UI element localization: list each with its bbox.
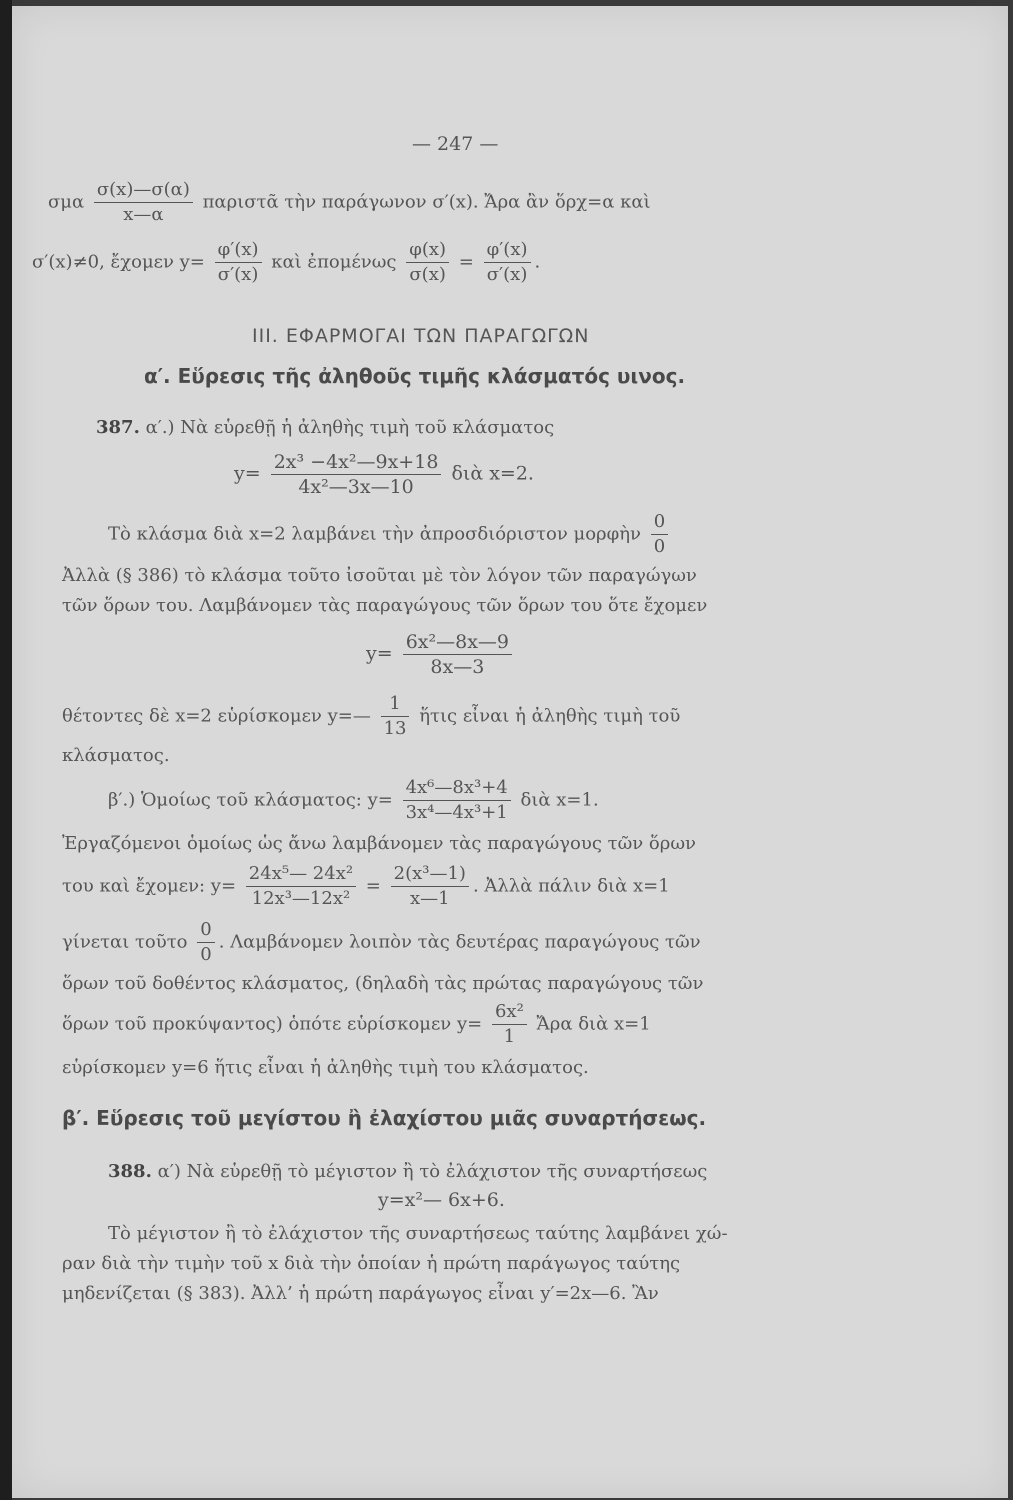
text: σμα <box>48 191 85 213</box>
line-beta <box>108 776 599 825</box>
line-387 <box>96 416 554 440</box>
fraction <box>271 450 442 499</box>
text: . Λαμβάνομεν λοιπὸν τὰς δευτέρας παραγώγους τῶν <box>218 931 701 953</box>
fraction <box>215 238 262 287</box>
text: σ′(x)≠0, ἔχομεν y= <box>32 251 205 273</box>
text-line: Ἀλλὰ (§ 386) τὸ κλάσμα τοῦτο ἰσοῦται μὲ τὸν λόγον τῶν παραγώγων <box>62 565 697 586</box>
line-second-derivatives <box>62 1000 651 1049</box>
fraction <box>381 692 410 741</box>
numerator: 4x⁶—8x³+4 <box>403 776 511 801</box>
text: y= <box>366 642 393 665</box>
text: = <box>458 251 474 273</box>
denominator: σ(x) <box>409 264 446 285</box>
numerator: φ(x) <box>406 238 449 263</box>
numerator: σ(x)—σ(α) <box>94 178 193 203</box>
numerator: φ′(x) <box>484 238 531 263</box>
text-line: ὅρων τοῦ δοθέντος κλάσματος, (δηλαδὴ τὰς πρώτας παραγώγους τῶν <box>62 973 704 994</box>
text: παριστᾶ τὴν παράγωνον σ′(x). Ἄρα ἂν ὅρχ=α καὶ <box>202 191 651 213</box>
denominator: 0 <box>653 536 666 557</box>
text: . Ἀλλὰ πάλιν διὰ x=1 <box>472 875 670 897</box>
text-line: Τὸ μέγιστον ἢ τὸ ἐλάχιστον τῆς συναρτήσεως ταύτης λαμβάνει χώ- <box>108 1223 728 1244</box>
section-title: III. ΕΦΑΡΜΟΓΑΙ ΤΩΝ ΠΑΡΑΓΩΓΩΝ <box>252 325 590 347</box>
numerator: 24x⁵— 24x² <box>246 862 356 887</box>
book-page <box>12 6 1008 1498</box>
denominator: σ′(x) <box>217 264 259 285</box>
fraction <box>406 238 449 287</box>
fraction <box>197 918 214 967</box>
numerator: φ′(x) <box>215 238 262 263</box>
text: θέτοντες δὲ x=2 εὑρίσκομεν y=— <box>62 705 371 727</box>
denominator: 8x—3 <box>430 656 485 678</box>
text: ὅρων τοῦ προκύψαντος) ὁπότε εὑρίσκομεν y= <box>62 1013 483 1035</box>
text: ἥτις εἶναι ἡ ἀληθὴς τιμὴ τοῦ <box>419 705 681 727</box>
heading-true-value: α′. Εὕρεσις τῆς ἀληθοῦς τιμῆς κλάσματός υινος. <box>144 364 686 388</box>
text: καὶ ἐπομένως <box>271 251 397 273</box>
denominator: 13 <box>383 718 407 739</box>
line-indeterminate <box>108 510 672 559</box>
line-derivatives <box>62 862 670 911</box>
scan-edge <box>0 0 12 1500</box>
text: Τὸ κλάσμα διὰ x=2 λαμβάνει τὴν ἀπροσδιόριστον μορφὴν <box>108 523 641 545</box>
paragraph-number: 387. <box>96 417 140 438</box>
numerator: 2x³ −4x²—9x+18 <box>271 450 442 475</box>
text: του καὶ ἔχομεν: y= <box>62 875 237 897</box>
text: διὰ x=2. <box>451 462 534 485</box>
numerator: 1 <box>381 692 410 717</box>
text: y= <box>234 462 261 485</box>
fraction <box>391 862 469 911</box>
text: β′.) Ὁμοίως τοῦ κλάσματος: y= <box>108 789 393 811</box>
numerator: 0 <box>651 510 668 535</box>
line-phi <box>32 238 540 287</box>
text-line: μηδενίζεται (§ 383). Ἀλλ’ ἡ πρώτη παράγωγος εἶναι y′=2x—6. Ἂν <box>62 1283 659 1304</box>
equation-1 <box>234 450 534 499</box>
denominator: x—α <box>123 204 164 225</box>
numerator: 6x²—8x—9 <box>403 630 512 655</box>
page-number: — 247 — <box>412 133 499 155</box>
equation-3: y=x²— 6x+6. <box>378 1189 505 1211</box>
paragraph-number: 388. <box>108 1161 152 1182</box>
text-line: τῶν ὅρων του. Λαμβάνομεν τὰς παραγώγους τῶν ὅρων του ὅτε ἔχομεν <box>62 595 708 616</box>
text-line: κλάσματος. <box>62 745 170 766</box>
line-setting <box>62 692 680 741</box>
fraction <box>484 238 531 287</box>
text: . <box>534 251 541 273</box>
numerator: 0 <box>197 918 214 943</box>
text: α′.) Νὰ εὑρεθῇ ἡ ἀληθὴς τιμὴ τοῦ κλάσματος <box>145 417 555 438</box>
fraction <box>492 1000 527 1049</box>
fraction <box>403 776 511 825</box>
line-388 <box>108 1160 707 1184</box>
denominator: 1 <box>503 1026 516 1047</box>
numerator: 6x² <box>492 1000 527 1025</box>
text: διὰ x=1. <box>520 789 599 811</box>
denominator: 4x²—3x—10 <box>298 476 414 498</box>
equation-2 <box>366 630 516 679</box>
denominator: 0 <box>200 944 212 965</box>
fraction <box>651 510 668 559</box>
denominator: x—1 <box>409 888 450 909</box>
denominator: 3x⁴—4x³+1 <box>405 802 508 823</box>
text: γίνεται τοῦτο <box>62 931 188 953</box>
text-line: εὑρίσκομεν y=6 ἥτις εἶναι ἡ ἀληθὴς τιμὴ του κλάσματος. <box>62 1057 589 1078</box>
fraction <box>403 630 512 679</box>
text-line: ραν διὰ τὴν τιμὴν τοῦ x διὰ τὴν ὁποίαν ἡ πρώτη παράγωγος ταύτης <box>62 1253 681 1274</box>
denominator: 12x³—12x² <box>251 888 351 909</box>
numerator: 2(x³—1) <box>391 862 469 887</box>
text: = <box>365 875 381 897</box>
line-zero-zero <box>62 918 701 967</box>
text: Ἄρα διὰ x=1 <box>536 1013 651 1035</box>
line-sigma <box>48 178 651 227</box>
text-line: Ἐργαζόμενοι ὁμοίως ὡς ἄνω λαμβάνομεν τὰς παραγώγους τῶν ὅρων <box>62 833 696 854</box>
heading-max-min: β′. Εὕρεσις τοῦ μεγίστου ἢ ἐλαχίστου μιᾶς συναρτήσεως. <box>62 1106 707 1130</box>
fraction <box>246 862 356 911</box>
denominator: σ′(x) <box>486 264 528 285</box>
text: α′) Νὰ εὑρεθῇ τὸ μέγιστον ἢ τὸ ἐλάχιστον τῆς συναρτήσεως <box>157 1161 708 1182</box>
fraction <box>94 178 193 227</box>
